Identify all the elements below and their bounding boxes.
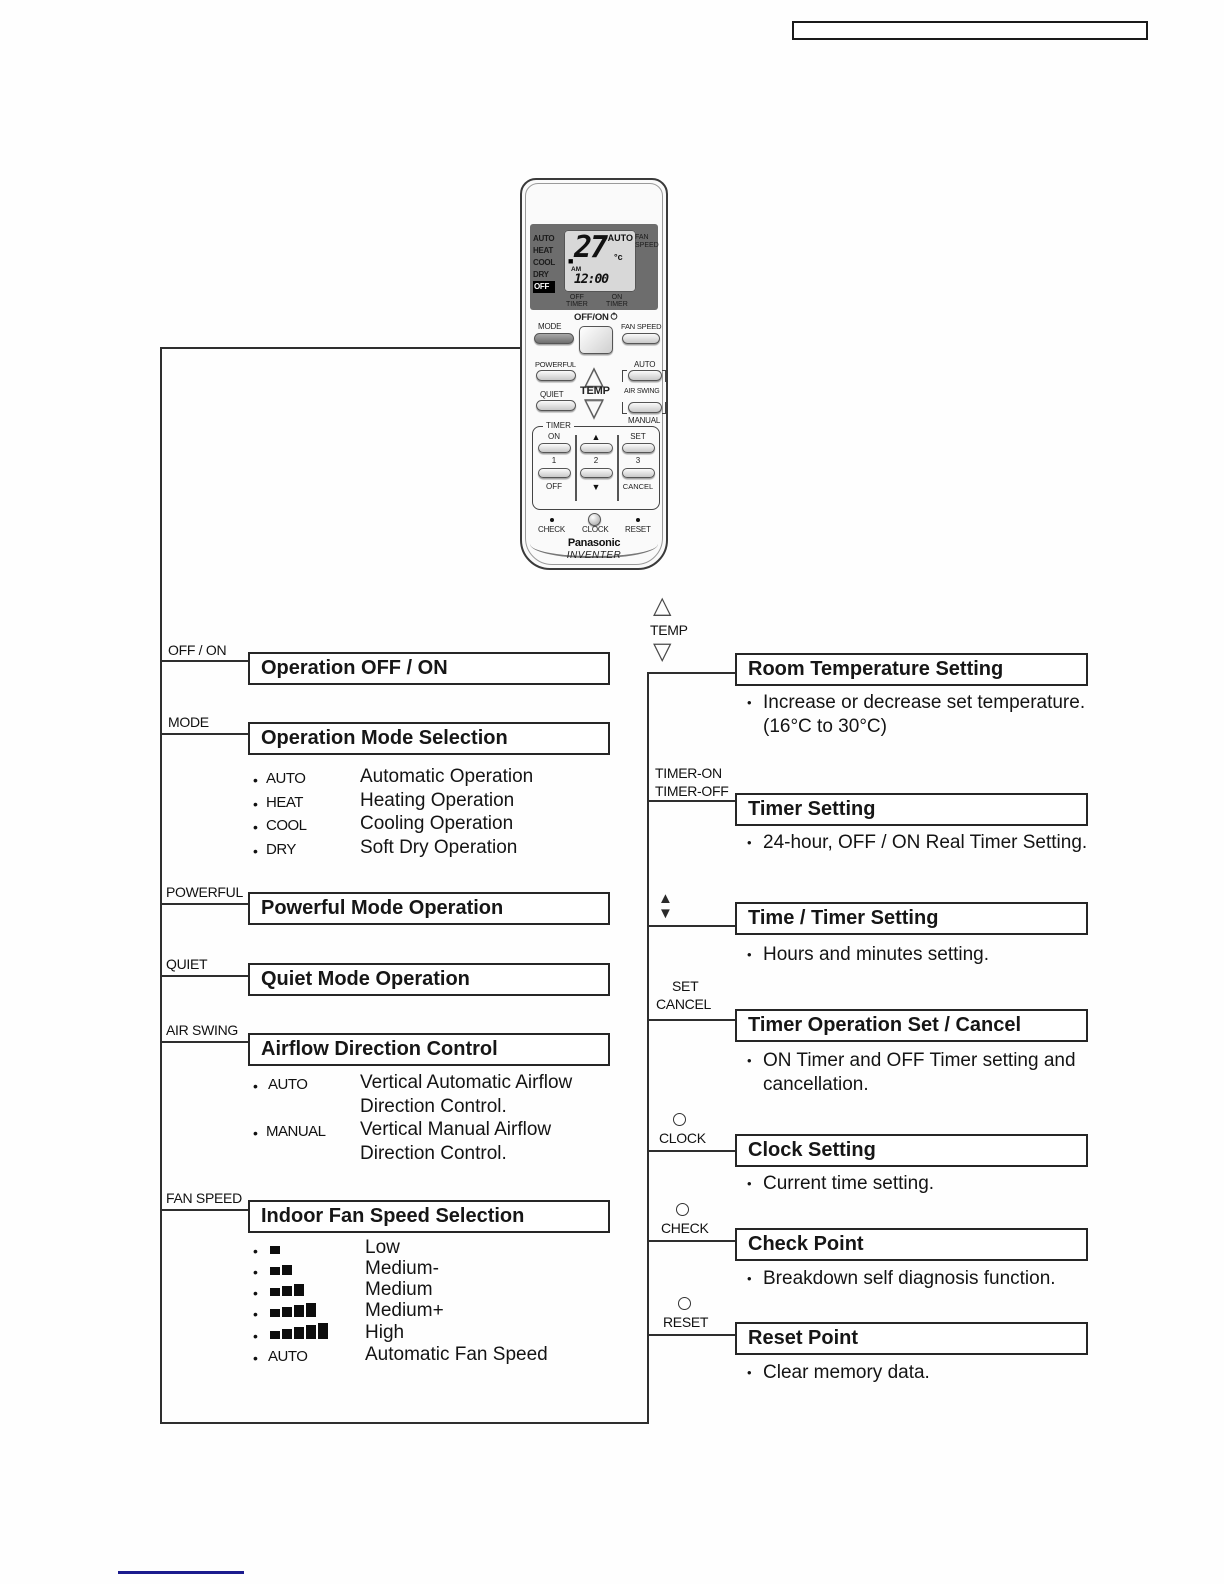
check-line1: • Breakdown self diagnosis function. bbox=[763, 1268, 1056, 1290]
off-timer-line2: TIMER bbox=[566, 301, 588, 308]
frame-top-edge bbox=[160, 347, 520, 349]
timer-1-button[interactable] bbox=[538, 468, 571, 478]
temp-marker-up-icon: △ bbox=[653, 592, 672, 619]
timer-set-label: SET bbox=[630, 432, 646, 441]
check-marker-icon bbox=[676, 1203, 689, 1216]
callout-operation-mode-selection: Operation Mode Selection bbox=[248, 722, 610, 755]
mode-item-term: HEAT bbox=[266, 794, 303, 811]
bullet-icon: • bbox=[253, 772, 258, 788]
bezel-fan-label: FAN bbox=[635, 234, 649, 241]
lcd-fan-auto: AUTO bbox=[607, 233, 633, 243]
spine-label-clock: CLOCK bbox=[659, 1130, 706, 1146]
fan-item-desc: High bbox=[365, 1322, 405, 1343]
airswing-item-term: MANUAL bbox=[266, 1123, 326, 1140]
fan-bars-2-icon bbox=[270, 1257, 292, 1275]
callout-time-timer-setting: Time / Timer Setting bbox=[735, 902, 1088, 935]
bullet-icon: • bbox=[253, 1350, 258, 1366]
callout-operation-off-on: Operation OFF / ON bbox=[248, 652, 610, 685]
powerful-button-label: POWERFUL bbox=[535, 360, 576, 369]
connector-mode bbox=[160, 733, 248, 735]
connector-air-swing bbox=[160, 1041, 248, 1043]
lcd-cursor-icon: ■ bbox=[568, 256, 574, 266]
fan-item-desc: Medium- bbox=[365, 1258, 439, 1279]
mode-button[interactable] bbox=[534, 333, 574, 344]
reset-recessed-button[interactable] bbox=[636, 518, 640, 522]
callout-clock-setting: Clock Setting bbox=[735, 1134, 1088, 1167]
bullet-icon: • bbox=[253, 1285, 258, 1301]
fan-item-desc: Medium+ bbox=[365, 1300, 444, 1321]
time-timer-line1: • Hours and minutes setting. bbox=[763, 944, 989, 966]
mode-cool-label: COOL bbox=[533, 258, 555, 267]
fan-speed-button[interactable] bbox=[622, 333, 660, 344]
spine-label-check: CHECK bbox=[661, 1220, 709, 1236]
fan-item-desc: Low bbox=[365, 1237, 400, 1258]
mode-off-label-active: OFF bbox=[533, 281, 555, 293]
lcd-temp-unit: °c bbox=[614, 252, 623, 262]
brand-logo: Panasonic bbox=[567, 537, 621, 549]
callout-timer-setting: Timer Setting bbox=[735, 793, 1088, 826]
off-timer-line1: OFF bbox=[569, 294, 584, 301]
quiet-button-label: QUIET bbox=[540, 390, 564, 399]
airswing-label: AIR SWING bbox=[624, 388, 660, 395]
display-mode-list bbox=[533, 233, 563, 293]
airswing-item-desc2: Direction Control. bbox=[360, 1143, 507, 1164]
bullet-icon: • bbox=[253, 819, 258, 835]
airswing-item-desc: Vertical Automatic Airflow bbox=[360, 1072, 573, 1093]
airswing-bracket-left bbox=[622, 370, 627, 382]
connector-powerful bbox=[160, 903, 248, 905]
timer-down-icon: ▼ bbox=[591, 482, 601, 492]
bullet-icon: • bbox=[253, 1264, 258, 1280]
bullet-icon: • bbox=[253, 1306, 258, 1322]
bullet-icon: • bbox=[253, 1328, 258, 1344]
room-temp-line2: (16°C to 30°C) bbox=[763, 716, 887, 737]
room-temp-line1: • Increase or decrease set temperature. bbox=[763, 692, 1085, 714]
header-title-box bbox=[792, 21, 1148, 40]
spine-label-temp: TEMP bbox=[650, 622, 688, 638]
spine-label-cancel: CANCEL bbox=[656, 996, 711, 1012]
timer-3-label: 3 bbox=[635, 456, 641, 465]
spine-label-powerful: POWERFUL bbox=[166, 884, 243, 900]
mode-dry-label: DRY bbox=[533, 270, 549, 279]
mode-item-term: DRY bbox=[266, 841, 296, 858]
spine-label-timer-off: TIMER-OFF bbox=[655, 783, 729, 799]
callout-powerful-mode: Powerful Mode Operation bbox=[248, 892, 610, 925]
bullet-icon: • bbox=[253, 843, 258, 859]
airswing-bracket-left-bottom bbox=[622, 402, 627, 414]
reset-label: RESET bbox=[625, 525, 651, 534]
fan-bars-1-icon bbox=[270, 1236, 280, 1254]
connector-reset bbox=[647, 1334, 735, 1336]
mode-item-term: AUTO bbox=[266, 770, 306, 787]
quiet-button[interactable] bbox=[536, 400, 576, 411]
set-cancel-line2: cancellation. bbox=[763, 1074, 869, 1095]
temp-label: TEMP bbox=[580, 385, 610, 397]
clock-label: CLOCK bbox=[582, 525, 609, 534]
connector-timer-setting bbox=[647, 800, 735, 802]
connector-check bbox=[647, 1240, 735, 1242]
spine-label-air-swing: AIR SWING bbox=[166, 1022, 238, 1038]
footer-rule bbox=[118, 1571, 244, 1574]
timer-up-icon: ▲ bbox=[591, 432, 601, 442]
bullet-icon: • bbox=[253, 1243, 258, 1259]
connector-quiet bbox=[160, 975, 248, 977]
airswing-manual-button[interactable] bbox=[628, 402, 662, 413]
mode-item-desc: Heating Operation bbox=[360, 790, 515, 811]
timer-on-label: ON bbox=[548, 432, 560, 441]
mode-heat-label: HEAT bbox=[533, 246, 553, 255]
on-timer-line2: TIMER bbox=[606, 301, 628, 308]
callout-airflow-direction: Airflow Direction Control bbox=[248, 1033, 610, 1066]
remote-display-bezel bbox=[530, 224, 658, 310]
fan-bars-3-icon bbox=[270, 1278, 304, 1296]
timer-divider-2 bbox=[617, 435, 619, 501]
check-label: CHECK bbox=[538, 525, 566, 534]
offon-text: OFF/ON bbox=[574, 312, 609, 323]
bezel-off-timer-label bbox=[566, 294, 588, 308]
airswing-bracket-right-bottom bbox=[662, 402, 666, 414]
clock-marker-icon bbox=[673, 1113, 686, 1126]
callout-room-temperature: Room Temperature Setting bbox=[735, 653, 1088, 686]
fan-bars-5-icon bbox=[270, 1321, 328, 1339]
bezel-on-timer-label bbox=[606, 294, 628, 308]
callout-timer-set-cancel: Timer Operation Set / Cancel bbox=[735, 1009, 1088, 1042]
timer-group-label: TIMER bbox=[543, 421, 574, 430]
bezel-speed-label: SPEED bbox=[635, 242, 659, 249]
spine-label-mode: MODE bbox=[168, 714, 209, 730]
mode-auto-label: AUTO bbox=[533, 234, 555, 243]
mode-item-desc: Soft Dry Operation bbox=[360, 837, 518, 858]
callout-quiet-mode: Quiet Mode Operation bbox=[248, 963, 610, 996]
timer-set-button[interactable] bbox=[622, 443, 655, 453]
connector-set-cancel bbox=[647, 1019, 735, 1021]
mode-item-desc: Automatic Operation bbox=[360, 766, 534, 787]
mode-item-desc: Cooling Operation bbox=[360, 813, 514, 834]
airswing-item-desc: Vertical Manual Airflow bbox=[360, 1119, 552, 1140]
bezel-fan-speed-label bbox=[635, 234, 657, 250]
timer-up-button[interactable] bbox=[580, 443, 613, 453]
spine-label-set: SET bbox=[672, 978, 699, 994]
spine-label-timer-on: TIMER-ON bbox=[655, 765, 722, 781]
temp-down-button[interactable]: ▽ bbox=[584, 392, 604, 422]
lcd-time: 12:00 bbox=[574, 272, 609, 287]
fan-item-term: AUTO bbox=[268, 1348, 308, 1365]
connector-time-timer bbox=[647, 925, 735, 927]
fan-bars-4-icon bbox=[270, 1299, 316, 1317]
check-recessed-button[interactable] bbox=[550, 518, 554, 522]
set-cancel-line1: • ON Timer and OFF Timer setting and bbox=[763, 1050, 1076, 1072]
timer-on-button[interactable] bbox=[538, 443, 571, 453]
callout-fan-speed-selection: Indoor Fan Speed Selection bbox=[248, 1200, 610, 1233]
lcd-meridiem: AM bbox=[571, 266, 582, 273]
callout-check-point: Check Point bbox=[735, 1228, 1088, 1261]
clock-line1: • Current time setting. bbox=[763, 1173, 934, 1195]
lcd-temperature: 27 bbox=[574, 230, 607, 265]
timer-2-label: 2 bbox=[593, 456, 599, 465]
lcd-screen bbox=[564, 230, 636, 292]
time-marker-up-icon: ▲ bbox=[658, 890, 673, 907]
fan-item-desc: Automatic Fan Speed bbox=[365, 1344, 548, 1365]
spine-label-off-on: OFF / ON bbox=[168, 642, 227, 658]
frame-right-spine bbox=[647, 672, 649, 1424]
spine-label-fan-speed: FAN SPEED bbox=[166, 1190, 242, 1206]
time-marker-down-icon: ▼ bbox=[658, 905, 673, 922]
reset-marker-icon bbox=[678, 1297, 691, 1310]
temp-marker-down-icon: ▽ bbox=[653, 638, 672, 665]
offon-button[interactable] bbox=[579, 326, 613, 354]
fan-item-desc: Medium bbox=[365, 1279, 433, 1300]
connector-off-on bbox=[160, 660, 248, 662]
series-label: INVENTER bbox=[566, 550, 622, 561]
manual-label: MANUAL bbox=[628, 416, 661, 425]
frame-left-spine bbox=[160, 347, 162, 1424]
mode-button-label: MODE bbox=[538, 322, 562, 331]
bullet-icon: • bbox=[253, 796, 258, 812]
offon-label bbox=[574, 312, 618, 323]
timer-1-label: 1 bbox=[551, 456, 557, 465]
timer-cancel-label: CANCEL bbox=[622, 482, 654, 491]
timer-group bbox=[532, 421, 660, 510]
frame-bottom-edge bbox=[160, 1422, 649, 1424]
timer-2-button[interactable] bbox=[580, 468, 613, 478]
airswing-item-term: AUTO bbox=[268, 1076, 308, 1093]
timer-setting-line1: • 24-hour, OFF / ON Real Timer Setting. bbox=[763, 832, 1087, 854]
spine-label-reset: RESET bbox=[663, 1314, 709, 1330]
bullet-icon: • bbox=[253, 1125, 258, 1141]
airswing-bracket-right-top bbox=[662, 370, 666, 382]
timer-3-button[interactable] bbox=[622, 468, 655, 478]
mode-item-term: COOL bbox=[266, 817, 307, 834]
connector-room-temp bbox=[647, 672, 735, 674]
connector-clock bbox=[647, 1150, 735, 1152]
powerful-button[interactable] bbox=[536, 370, 576, 381]
airswing-auto-button[interactable] bbox=[628, 370, 662, 381]
fan-speed-button-label: FAN SPEED bbox=[621, 322, 662, 331]
bullet-icon: • bbox=[253, 1078, 258, 1094]
remote-control bbox=[520, 178, 668, 570]
airswing-item-desc2: Direction Control. bbox=[360, 1096, 507, 1117]
spine-label-quiet: QUIET bbox=[166, 956, 208, 972]
connector-fan-speed bbox=[160, 1209, 248, 1211]
reset-line1: • Clear memory data. bbox=[763, 1362, 930, 1384]
callout-reset-point: Reset Point bbox=[735, 1322, 1088, 1355]
airswing-auto-label: AUTO bbox=[634, 360, 656, 369]
temp-up-button[interactable]: △ bbox=[584, 360, 604, 390]
on-timer-line1: ON bbox=[611, 294, 623, 301]
power-icon bbox=[610, 312, 618, 320]
timer-off-label: OFF bbox=[546, 482, 562, 491]
